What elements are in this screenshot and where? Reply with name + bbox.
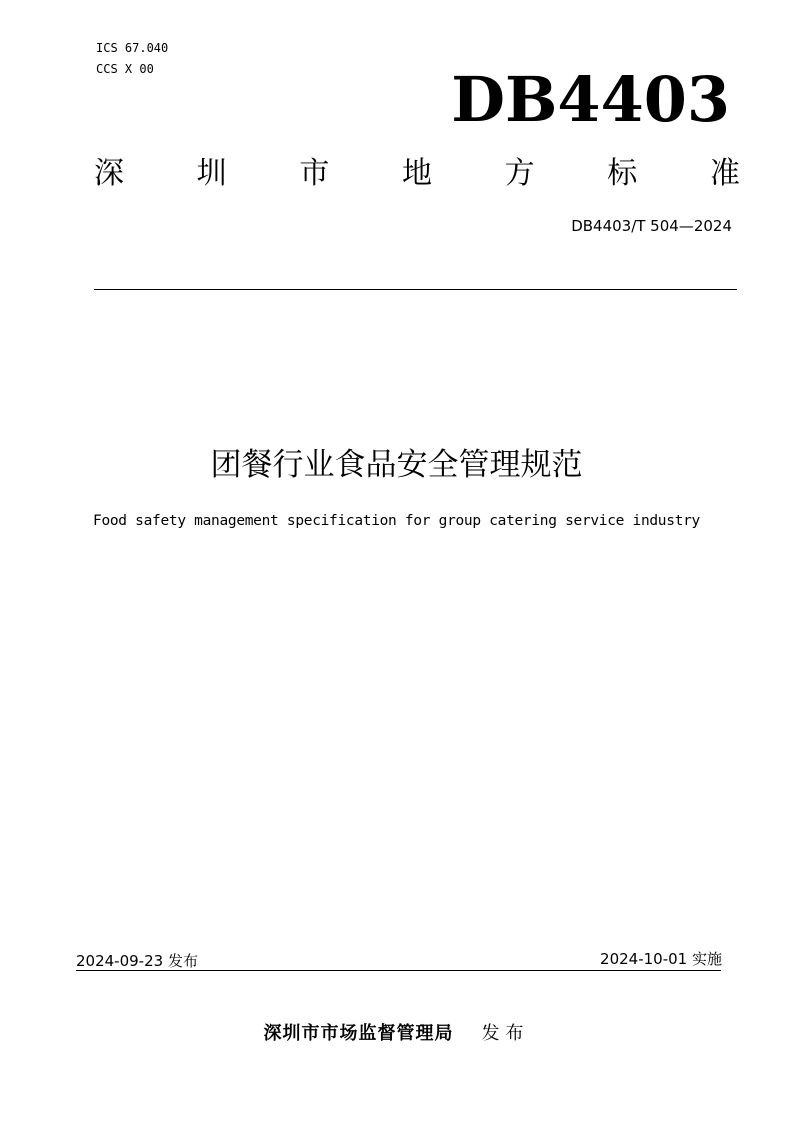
standard-type-char: 准: [709, 156, 740, 191]
publish-date: 2024-09-23 发布: [76, 952, 198, 970]
standard-type-char: 地: [401, 156, 432, 191]
standard-type-char: 标: [607, 156, 638, 191]
issuer-line: [0, 1022, 793, 1046]
document-title-chinese: 团餐行业食品安全管理规范: [210, 447, 583, 483]
standard-type-char: 方: [504, 156, 535, 191]
standard-type-char: 深: [94, 156, 124, 191]
standard-type-heading: [94, 155, 740, 193]
standard-number: DB4403/T 504—2024: [571, 217, 732, 235]
document-title-english: Food safety management specification for group catering service industry: [93, 513, 700, 529]
header-divider: [94, 289, 737, 290]
ics-code: ICS 67.040: [96, 41, 169, 55]
standard-type-char: 市: [299, 156, 330, 191]
footer-divider: [76, 970, 721, 971]
db-standard-mark: DB4403: [451, 63, 730, 136]
issue-word: 发布: [481, 1023, 530, 1044]
ccs-code: CCS X 00: [96, 62, 154, 76]
implement-date: 2024-10-01 实施: [600, 950, 722, 968]
issuing-authority: 深圳市市场监督管理局: [263, 1023, 454, 1044]
standard-type-char: 圳: [196, 156, 227, 191]
